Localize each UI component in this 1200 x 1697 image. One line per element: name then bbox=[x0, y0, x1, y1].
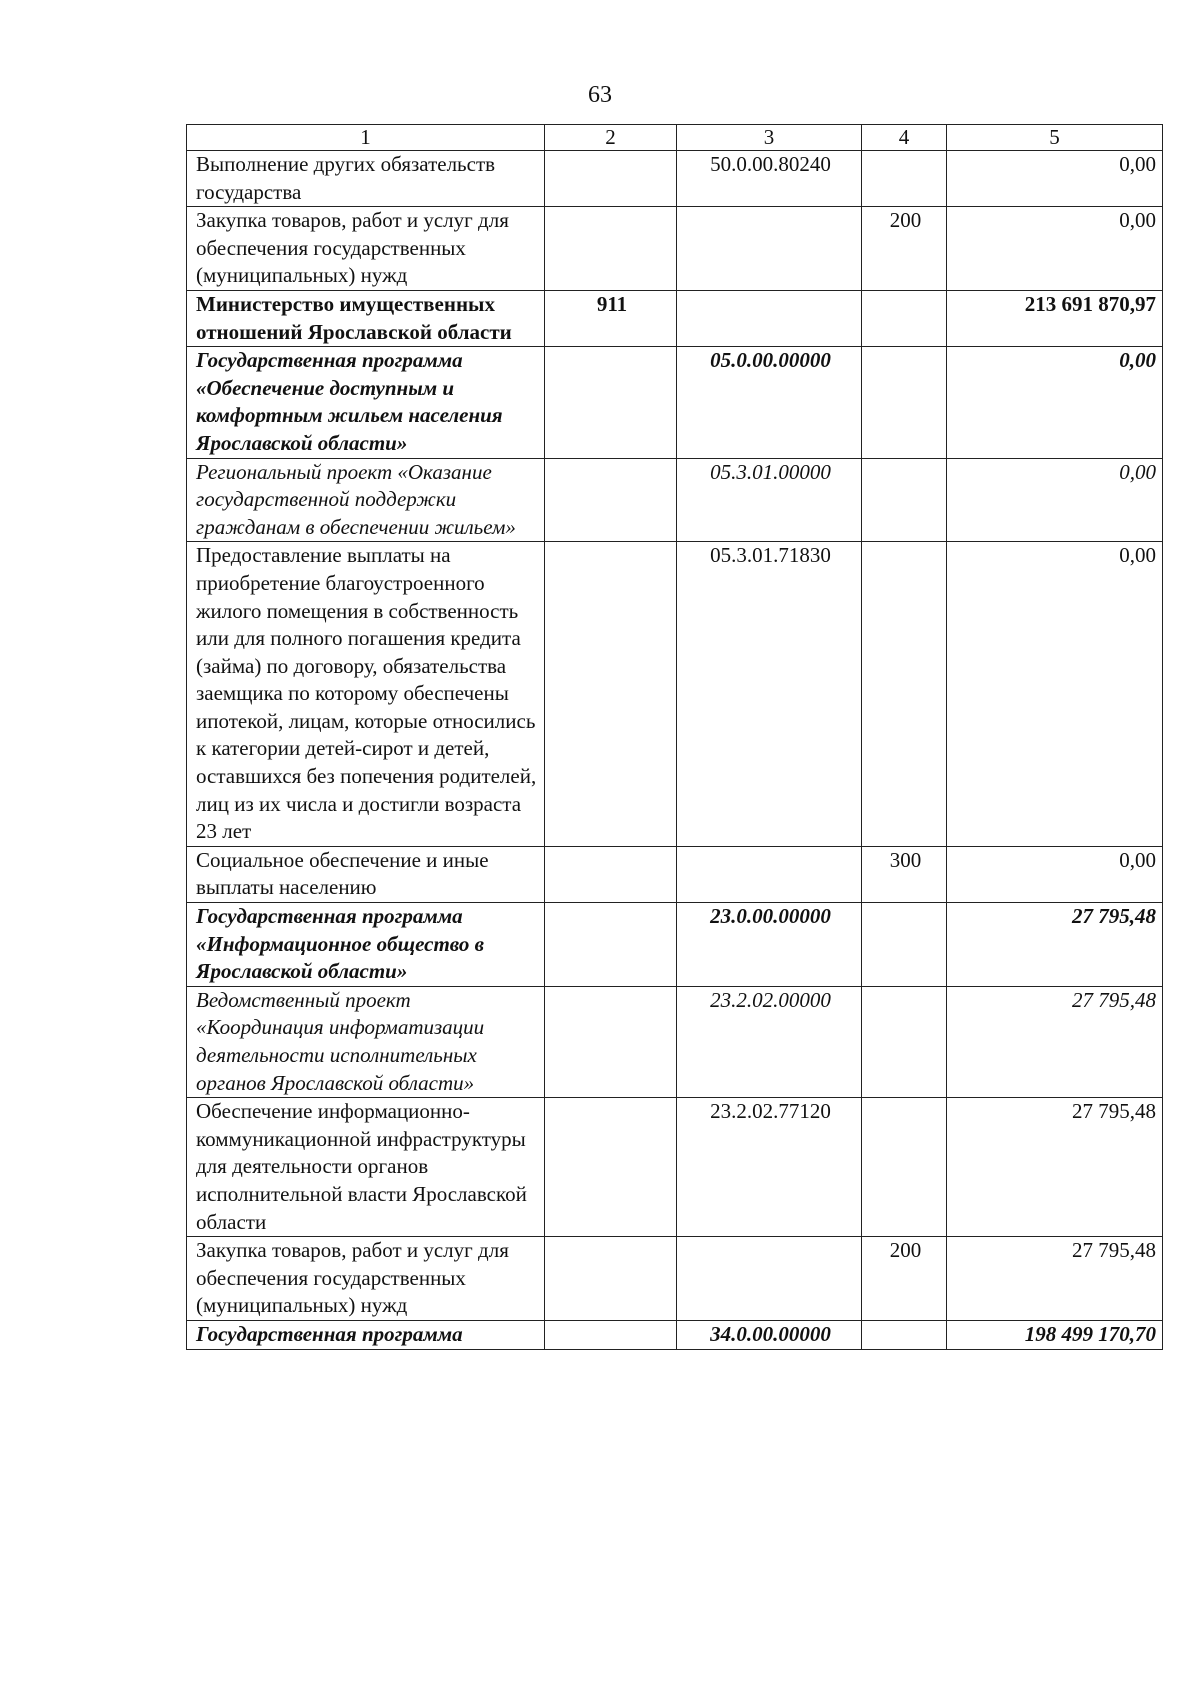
cell-amount: 27 795,48 bbox=[947, 986, 1163, 1097]
cell-target-article bbox=[677, 1237, 862, 1321]
cell-amount: 0,00 bbox=[947, 846, 1163, 902]
column-header-4: 4 bbox=[862, 125, 947, 151]
cell-name: Ведомственный проект «Координация информатизации деятельности исполнительных органов Ярославской области» bbox=[187, 986, 545, 1097]
table-row bbox=[187, 986, 1163, 1097]
cell-name: Социальное обеспечение и иные выплаты населению bbox=[187, 846, 545, 902]
cell-admin-code bbox=[545, 1098, 677, 1237]
cell-amount: 27 795,48 bbox=[947, 903, 1163, 987]
cell-target-article: 50.0.00.80240 bbox=[677, 151, 862, 207]
cell-admin-code bbox=[545, 1320, 677, 1349]
cell-name: Закупка товаров, работ и услуг для обеспечения государственных (муниципальных) нужд bbox=[187, 1237, 545, 1321]
table-row bbox=[187, 1098, 1163, 1237]
cell-name: Обеспечение информационно-коммуникационной инфраструктуры для деятельности органов исполнительной власти Ярославской области bbox=[187, 1098, 545, 1237]
cell-target-article bbox=[677, 207, 862, 291]
table-row bbox=[187, 1237, 1163, 1321]
cell-amount: 0,00 bbox=[947, 458, 1163, 542]
cell-expense-type bbox=[862, 458, 947, 542]
cell-expense-type bbox=[862, 1098, 947, 1237]
cell-expense-type bbox=[862, 347, 947, 458]
cell-amount: 0,00 bbox=[947, 542, 1163, 847]
cell-name: Предоставление выплаты на приобретение благоустроенного жилого помещения в собственность или для полного погашения кредита (займа) по договору, обязательства заемщика по которому обеспечены ипотекой, лицам, которые относились к категории детей-сирот и детей, оставшихся без попечения родителей, лиц из их числа и достигли возраста 23 лет bbox=[187, 542, 545, 847]
cell-target-article bbox=[677, 846, 862, 902]
cell-target-article: 05.3.01.00000 bbox=[677, 458, 862, 542]
cell-admin-code bbox=[545, 151, 677, 207]
table-row bbox=[187, 290, 1163, 346]
cell-name: Государственная программа «Информационное общество в Ярославской области» bbox=[187, 903, 545, 987]
column-header-3: 3 bbox=[677, 125, 862, 151]
cell-admin-code bbox=[545, 846, 677, 902]
cell-amount: 27 795,48 bbox=[947, 1237, 1163, 1321]
cell-amount: 0,00 bbox=[947, 347, 1163, 458]
cell-amount: 0,00 bbox=[947, 207, 1163, 291]
cell-expense-type bbox=[862, 542, 947, 847]
table-header-row bbox=[187, 125, 1163, 151]
cell-target-article: 23.0.00.00000 bbox=[677, 903, 862, 987]
cell-name: Министерство имущественных отношений Ярославской области bbox=[187, 290, 545, 346]
cell-expense-type bbox=[862, 1320, 947, 1349]
cell-name: Государственная программа «Обеспечение доступным и комфортным жильем населения Ярославской области» bbox=[187, 347, 545, 458]
cell-amount: 0,00 bbox=[947, 151, 1163, 207]
cell-expense-type: 200 bbox=[862, 207, 947, 291]
cell-name: Выполнение других обязательств государства bbox=[187, 151, 545, 207]
cell-admin-code bbox=[545, 542, 677, 847]
cell-amount: 213 691 870,97 bbox=[947, 290, 1163, 346]
cell-target-article: 23.2.02.00000 bbox=[677, 986, 862, 1097]
cell-admin-code bbox=[545, 986, 677, 1097]
page-number: 63 bbox=[588, 82, 612, 108]
cell-target-article: 05.0.00.00000 bbox=[677, 347, 862, 458]
cell-name: Государственная программа bbox=[187, 1320, 545, 1349]
column-header-1: 1 bbox=[187, 125, 545, 151]
budget-table bbox=[186, 124, 1163, 1350]
cell-admin-code bbox=[545, 347, 677, 458]
cell-target-article: 34.0.00.00000 bbox=[677, 1320, 862, 1349]
table-row bbox=[187, 846, 1163, 902]
column-header-5: 5 bbox=[947, 125, 1163, 151]
table-row bbox=[187, 903, 1163, 987]
cell-expense-type bbox=[862, 290, 947, 346]
cell-amount: 198 499 170,70 bbox=[947, 1320, 1163, 1349]
cell-expense-type bbox=[862, 151, 947, 207]
table-row bbox=[187, 207, 1163, 291]
cell-name: Региональный проект «Оказание государственной поддержки гражданам в обеспечении жильем» bbox=[187, 458, 545, 542]
table-row bbox=[187, 347, 1163, 458]
cell-admin-code bbox=[545, 207, 677, 291]
cell-target-article bbox=[677, 290, 862, 346]
cell-admin-code bbox=[545, 1237, 677, 1321]
cell-admin-code: 911 bbox=[545, 290, 677, 346]
table-row bbox=[187, 458, 1163, 542]
cell-expense-type bbox=[862, 986, 947, 1097]
cell-expense-type: 200 bbox=[862, 1237, 947, 1321]
column-header-2: 2 bbox=[545, 125, 677, 151]
table-row bbox=[187, 151, 1163, 207]
table-row bbox=[187, 542, 1163, 847]
cell-expense-type: 300 bbox=[862, 846, 947, 902]
cell-admin-code bbox=[545, 903, 677, 987]
cell-amount: 27 795,48 bbox=[947, 1098, 1163, 1237]
cell-admin-code bbox=[545, 458, 677, 542]
table-row bbox=[187, 1320, 1163, 1349]
cell-name: Закупка товаров, работ и услуг для обеспечения государственных (муниципальных) нужд bbox=[187, 207, 545, 291]
cell-target-article: 05.3.01.71830 bbox=[677, 542, 862, 847]
cell-expense-type bbox=[862, 903, 947, 987]
cell-target-article: 23.2.02.77120 bbox=[677, 1098, 862, 1237]
